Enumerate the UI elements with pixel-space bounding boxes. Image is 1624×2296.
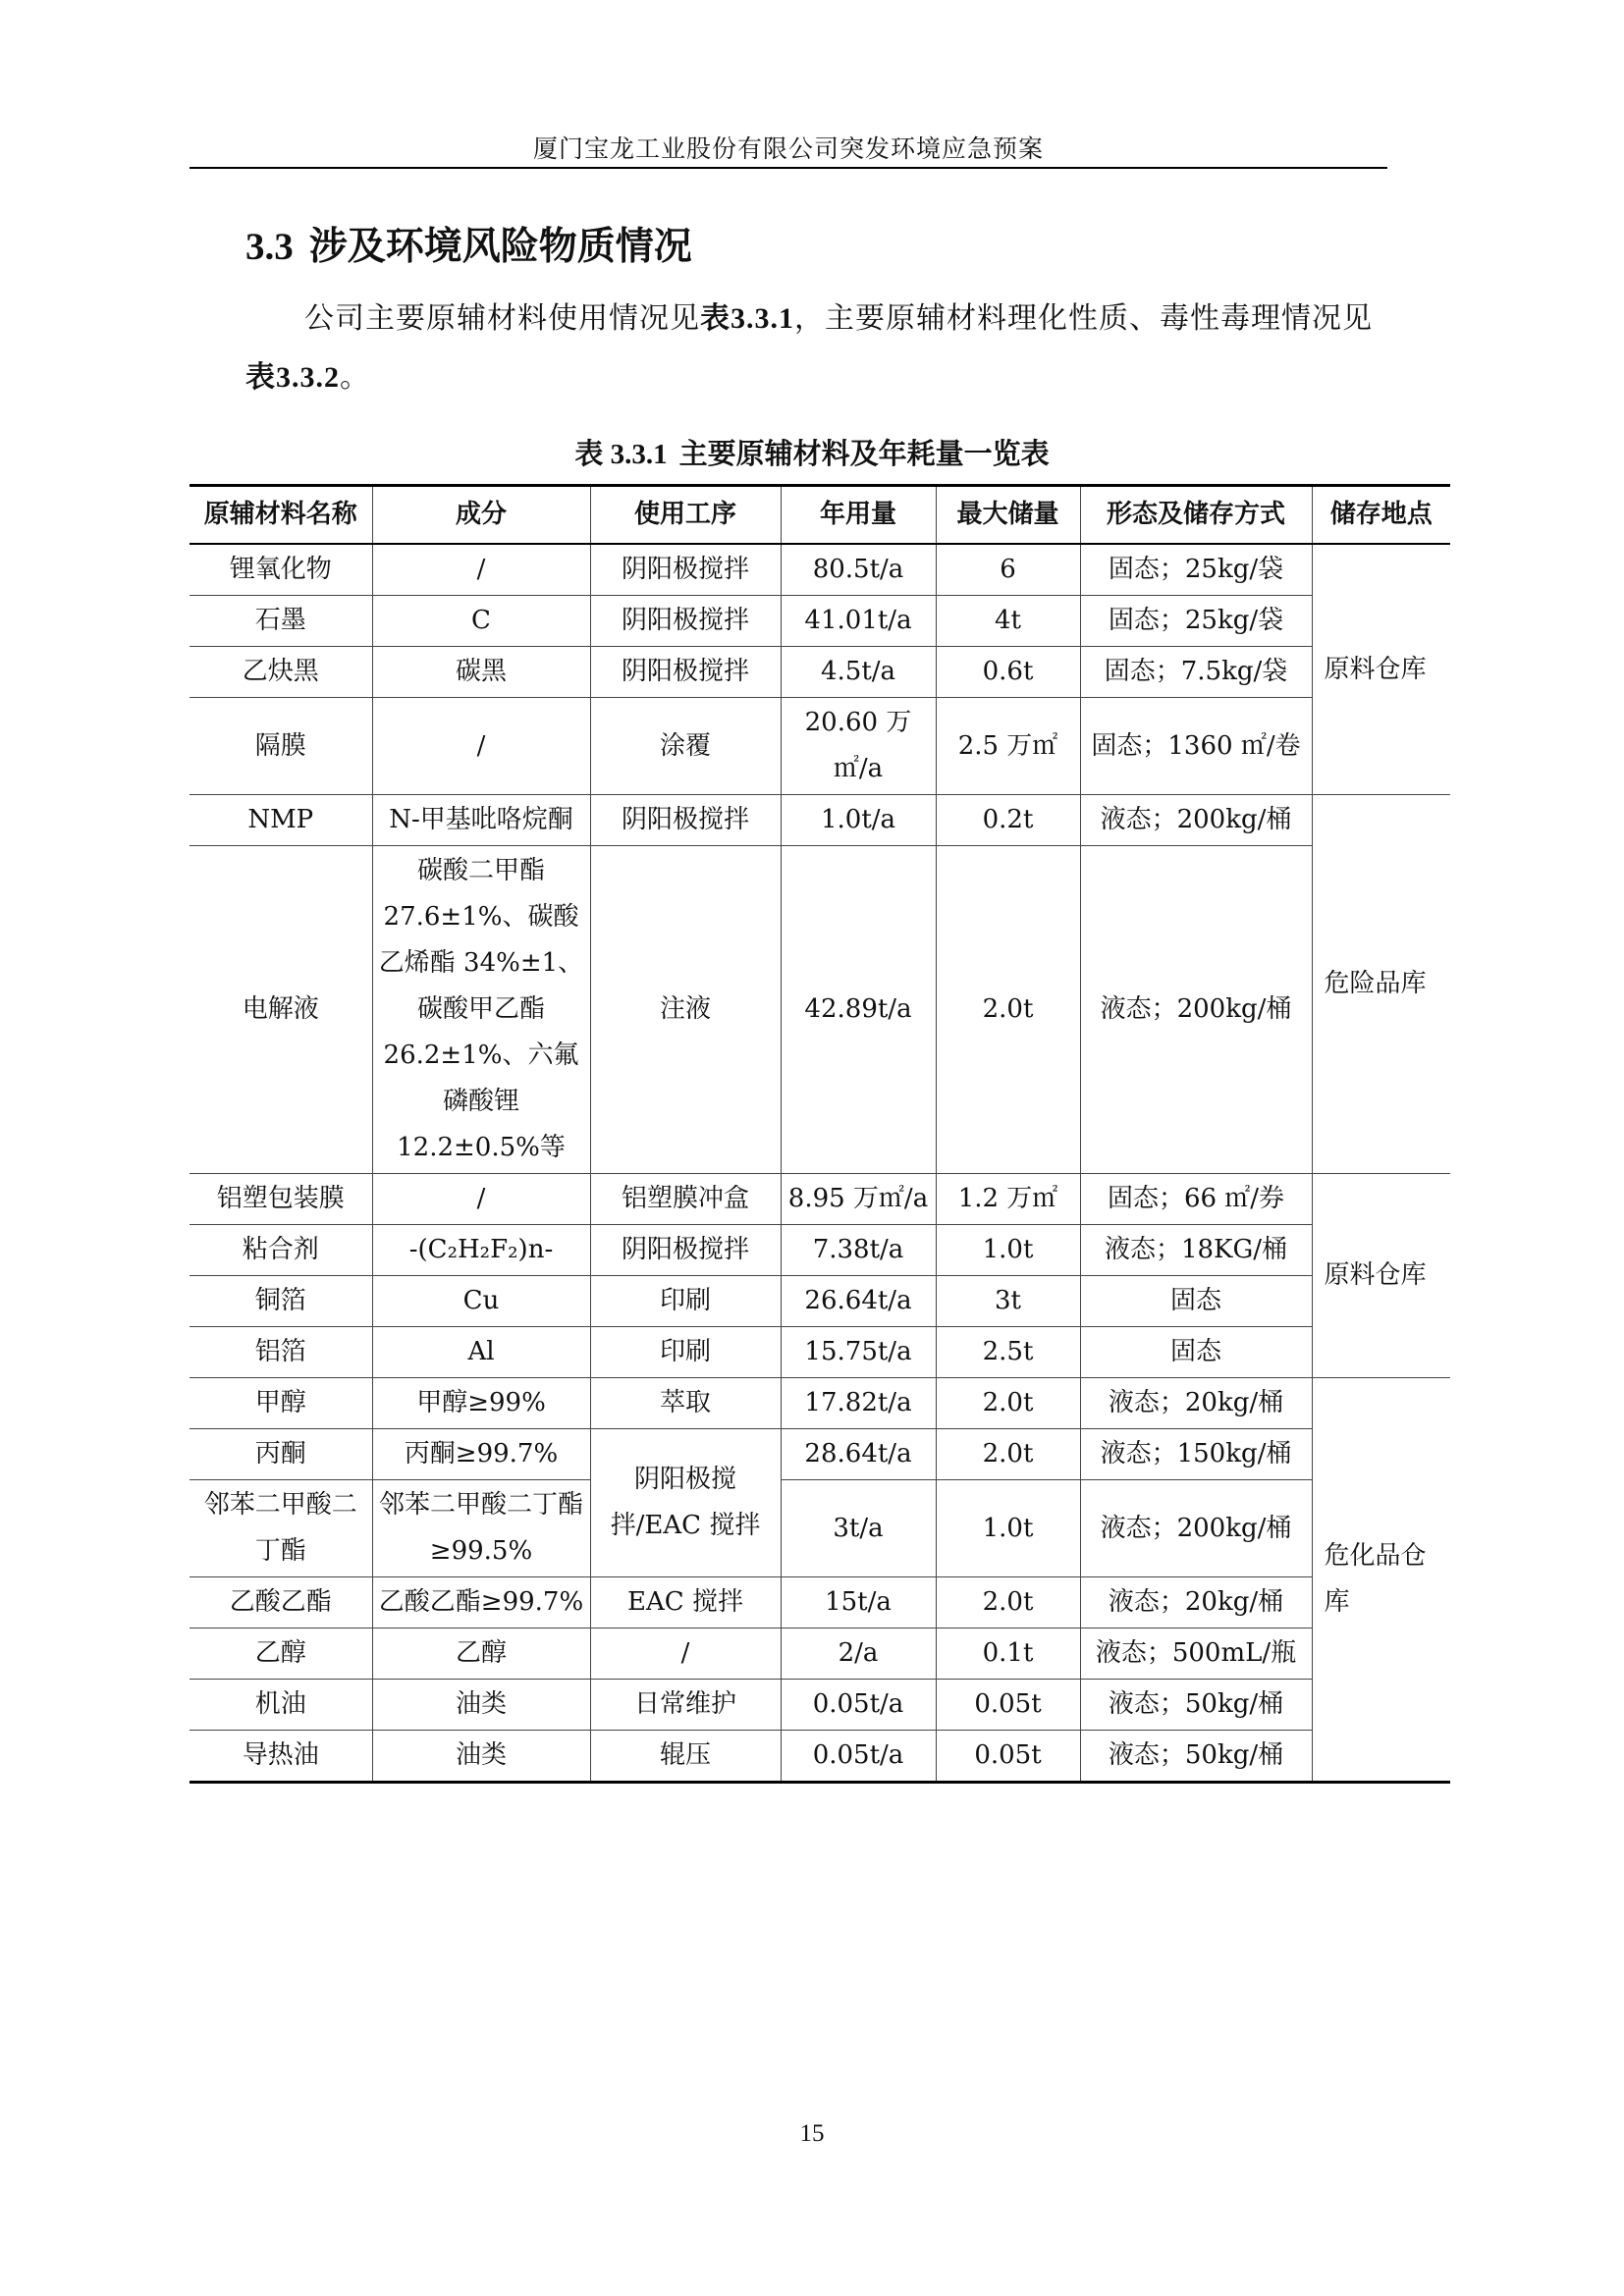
cell-process: 注液 bbox=[590, 846, 781, 1174]
cell-form-storage: 液态；200kg/桶 bbox=[1080, 846, 1312, 1174]
cell-annual-usage: 20.60 万㎡/a bbox=[781, 698, 936, 795]
cell-max-storage: 0.05t bbox=[936, 1680, 1080, 1731]
cell-annual-usage: 42.89t/a bbox=[781, 846, 936, 1174]
section-number: 3.3 bbox=[245, 226, 294, 268]
cell-process: 阴阳极搅拌 bbox=[590, 544, 781, 596]
cell-annual-usage: 7.38t/a bbox=[781, 1225, 936, 1276]
table-row bbox=[189, 1480, 1450, 1577]
table-row bbox=[189, 1629, 1450, 1680]
cell-process: 阴阳极搅拌 bbox=[590, 795, 781, 846]
cell-process: 涂覆 bbox=[590, 698, 781, 795]
table-row bbox=[189, 1327, 1450, 1378]
cell-composition: N-甲基吡咯烷酮 bbox=[372, 795, 590, 846]
page-number: 15 bbox=[799, 2120, 825, 2147]
cell-name: 石墨 bbox=[189, 596, 372, 647]
table-row bbox=[189, 544, 1450, 596]
cell-form-storage: 固态；25kg/袋 bbox=[1080, 596, 1312, 647]
cell-location: 危险品库 bbox=[1312, 795, 1450, 1174]
cell-name: 铝箔 bbox=[189, 1327, 372, 1378]
cell-annual-usage: 26.64t/a bbox=[781, 1276, 936, 1327]
cell-max-storage: 0.1t bbox=[936, 1629, 1080, 1680]
col-header-process: 使用工序 bbox=[590, 486, 781, 545]
cell-max-storage: 1.2 万㎡ bbox=[936, 1174, 1080, 1225]
cell-annual-usage: 41.01t/a bbox=[781, 596, 936, 647]
col-header-annual-usage: 年用量 bbox=[781, 486, 936, 545]
cell-form-storage: 液态；200kg/桶 bbox=[1080, 1480, 1312, 1577]
cell-max-storage: 2.0t bbox=[936, 1429, 1080, 1480]
cell-form-storage: 固态；25kg/袋 bbox=[1080, 544, 1312, 596]
cell-max-storage: 2.0t bbox=[936, 846, 1080, 1174]
cell-form-storage: 液态；500mL/瓶 bbox=[1080, 1629, 1312, 1680]
cell-form-storage: 固态；1360 ㎡/卷 bbox=[1080, 698, 1312, 795]
cell-form-storage: 液态；20kg/桶 bbox=[1080, 1577, 1312, 1629]
para-text-1: 公司主要原辅材料使用情况见 bbox=[304, 301, 700, 336]
section-heading bbox=[245, 216, 692, 271]
cell-annual-usage: 8.95 万㎡/a bbox=[781, 1174, 936, 1225]
cell-name: 乙炔黑 bbox=[189, 647, 372, 698]
cell-composition: / bbox=[372, 544, 590, 596]
table-caption-number: 表 3.3.1 bbox=[574, 439, 668, 470]
table-ref-2: 表3.3.2 bbox=[245, 361, 340, 394]
cell-max-storage: 0.6t bbox=[936, 647, 1080, 698]
cell-max-storage: 6 bbox=[936, 544, 1080, 596]
cell-name: 锂氧化物 bbox=[189, 544, 372, 596]
cell-composition: 乙醇 bbox=[372, 1629, 590, 1680]
table-header-row bbox=[189, 486, 1450, 545]
table-row bbox=[189, 846, 1450, 1174]
cell-name: 粘合剂 bbox=[189, 1225, 372, 1276]
cell-annual-usage: 3t/a bbox=[781, 1480, 936, 1577]
cell-composition: 丙酮≥99.7% bbox=[372, 1429, 590, 1480]
cell-annual-usage: 15.75t/a bbox=[781, 1327, 936, 1378]
cell-process: 阴阳极搅拌 bbox=[590, 1225, 781, 1276]
cell-max-storage: 3t bbox=[936, 1276, 1080, 1327]
cell-max-storage: 2.5 万㎡ bbox=[936, 698, 1080, 795]
cell-process: 铝塑膜冲盒 bbox=[590, 1174, 781, 1225]
cell-name: 铜箔 bbox=[189, 1276, 372, 1327]
cell-form-storage: 液态；50kg/桶 bbox=[1080, 1731, 1312, 1783]
cell-max-storage: 2.0t bbox=[936, 1577, 1080, 1629]
cell-name: 电解液 bbox=[189, 846, 372, 1174]
cell-composition: 甲醇≥99% bbox=[372, 1378, 590, 1429]
cell-annual-usage: 80.5t/a bbox=[781, 544, 936, 596]
table-caption-title: 主要原辅材料及年耗量一览表 bbox=[678, 437, 1050, 470]
header-rule bbox=[189, 167, 1387, 169]
cell-name: 丙酮 bbox=[189, 1429, 372, 1480]
cell-composition: 乙酸乙酯≥99.7% bbox=[372, 1577, 590, 1629]
cell-process: 阴阳极搅拌 bbox=[590, 596, 781, 647]
cell-composition: 油类 bbox=[372, 1731, 590, 1783]
cell-form-storage: 固态；7.5kg/袋 bbox=[1080, 647, 1312, 698]
cell-composition: Cu bbox=[372, 1276, 590, 1327]
cell-form-storage: 固态 bbox=[1080, 1327, 1312, 1378]
col-header-form-storage: 形态及储存方式 bbox=[1080, 486, 1312, 545]
cell-max-storage: 2.5t bbox=[936, 1327, 1080, 1378]
materials-table bbox=[189, 484, 1450, 1784]
table-row bbox=[189, 647, 1450, 698]
table-ref-1: 表3.3.1 bbox=[700, 302, 794, 335]
cell-max-storage: 0.05t bbox=[936, 1731, 1080, 1783]
cell-process: 阴阳极搅拌/EAC 搅拌 bbox=[590, 1429, 781, 1577]
cell-name: 隔膜 bbox=[189, 698, 372, 795]
cell-max-storage: 2.0t bbox=[936, 1378, 1080, 1429]
table-row bbox=[189, 596, 1450, 647]
cell-composition: / bbox=[372, 698, 590, 795]
running-header: 厦门宝龙工业股份有限公司突发环境应急预案 bbox=[532, 134, 1044, 163]
section-title: 涉及环境风险物质情况 bbox=[308, 224, 692, 269]
cell-process: 辊压 bbox=[590, 1731, 781, 1783]
cell-form-storage: 液态；200kg/桶 bbox=[1080, 795, 1312, 846]
table-row bbox=[189, 698, 1450, 795]
cell-form-storage: 液态；18KG/桶 bbox=[1080, 1225, 1312, 1276]
cell-name: 铝塑包装膜 bbox=[189, 1174, 372, 1225]
cell-annual-usage: 17.82t/a bbox=[781, 1378, 936, 1429]
cell-composition: C bbox=[372, 596, 590, 647]
cell-composition: -(C₂H₂F₂)n- bbox=[372, 1225, 590, 1276]
cell-location: 原料仓库 bbox=[1312, 1174, 1450, 1378]
table-row bbox=[189, 1174, 1450, 1225]
para-text-2: ，主要原辅材料理化性质、毒性毒理情况见 bbox=[794, 301, 1373, 336]
cell-location: 危化品仓库 bbox=[1312, 1378, 1450, 1783]
cell-composition: 油类 bbox=[372, 1680, 590, 1731]
cell-composition: 碳黑 bbox=[372, 647, 590, 698]
cell-name: NMP bbox=[189, 795, 372, 846]
cell-process: 日常维护 bbox=[590, 1680, 781, 1731]
table-row bbox=[189, 1680, 1450, 1731]
table-row bbox=[189, 1577, 1450, 1629]
cell-annual-usage: 4.5t/a bbox=[781, 647, 936, 698]
para-text-3: 。 bbox=[340, 360, 370, 395]
table-row bbox=[189, 1276, 1450, 1327]
cell-name: 甲醇 bbox=[189, 1378, 372, 1429]
cell-form-storage: 固态；66 ㎡/券 bbox=[1080, 1174, 1312, 1225]
cell-name: 导热油 bbox=[189, 1731, 372, 1783]
cell-annual-usage: 0.05t/a bbox=[781, 1680, 936, 1731]
col-header-location: 储存地点 bbox=[1312, 486, 1450, 545]
cell-process: 印刷 bbox=[590, 1327, 781, 1378]
cell-annual-usage: 15t/a bbox=[781, 1577, 936, 1629]
cell-annual-usage: 1.0t/a bbox=[781, 795, 936, 846]
cell-name: 邻苯二甲酸二丁酯 bbox=[189, 1480, 372, 1577]
cell-name: 机油 bbox=[189, 1680, 372, 1731]
table-row bbox=[189, 795, 1450, 846]
cell-process: / bbox=[590, 1629, 781, 1680]
cell-annual-usage: 28.64t/a bbox=[781, 1429, 936, 1480]
cell-max-storage: 4t bbox=[936, 596, 1080, 647]
cell-composition: Al bbox=[372, 1327, 590, 1378]
cell-process: 印刷 bbox=[590, 1276, 781, 1327]
intro-paragraph bbox=[245, 290, 1396, 407]
cell-name: 乙酸乙酯 bbox=[189, 1577, 372, 1629]
cell-process: 萃取 bbox=[590, 1378, 781, 1429]
cell-process: 阴阳极搅拌 bbox=[590, 647, 781, 698]
cell-process: EAC 搅拌 bbox=[590, 1577, 781, 1629]
cell-max-storage: 0.2t bbox=[936, 795, 1080, 846]
table-caption bbox=[0, 432, 1624, 472]
col-header-composition: 成分 bbox=[372, 486, 590, 545]
cell-form-storage: 液态；20kg/桶 bbox=[1080, 1378, 1312, 1429]
cell-annual-usage: 0.05t/a bbox=[781, 1731, 936, 1783]
cell-composition: 邻苯二甲酸二丁酯≥99.5% bbox=[372, 1480, 590, 1577]
col-header-max-storage: 最大储量 bbox=[936, 486, 1080, 545]
col-header-name: 原辅材料名称 bbox=[189, 486, 372, 545]
cell-max-storage: 1.0t bbox=[936, 1480, 1080, 1577]
cell-location: 原料仓库 bbox=[1312, 544, 1450, 795]
cell-form-storage: 液态；150kg/桶 bbox=[1080, 1429, 1312, 1480]
cell-annual-usage: 2/a bbox=[781, 1629, 936, 1680]
cell-max-storage: 1.0t bbox=[936, 1225, 1080, 1276]
cell-form-storage: 液态；50kg/桶 bbox=[1080, 1680, 1312, 1731]
table-row bbox=[189, 1225, 1450, 1276]
cell-composition: 碳酸二甲酯 27.6±1%、碳酸乙烯酯 34%±1、碳酸甲乙酯 26.2±1%、六氟磷酸锂 12.2±0.5%等 bbox=[372, 846, 590, 1174]
cell-form-storage: 固态 bbox=[1080, 1276, 1312, 1327]
cell-composition: / bbox=[372, 1174, 590, 1225]
table-row bbox=[189, 1378, 1450, 1429]
table-row bbox=[189, 1731, 1450, 1783]
table-row bbox=[189, 1429, 1450, 1480]
cell-name: 乙醇 bbox=[189, 1629, 372, 1680]
